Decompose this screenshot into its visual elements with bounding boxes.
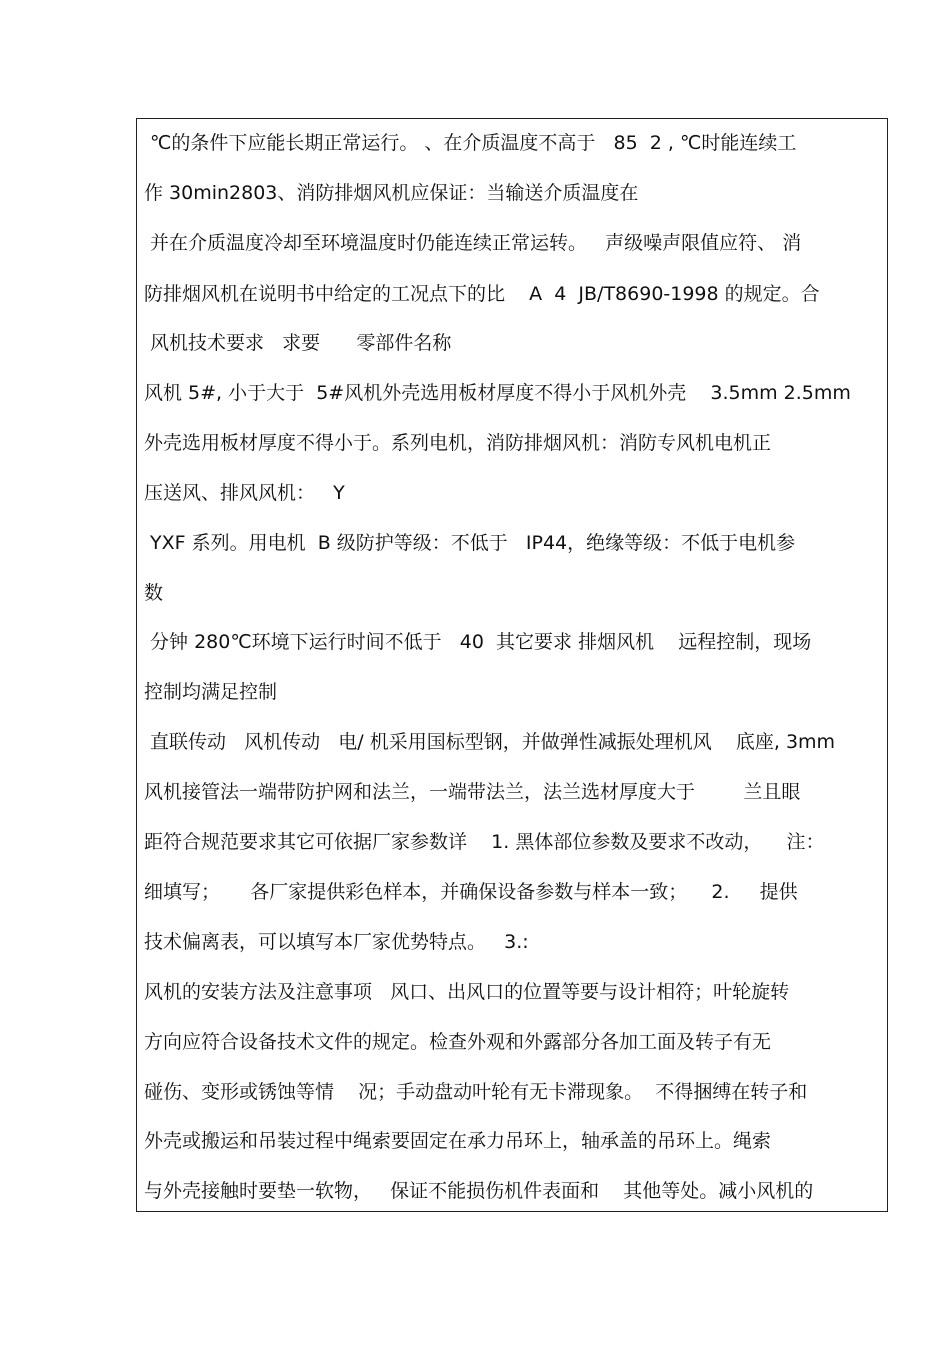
text-line: 并在介质温度冷却至环境温度时仍能连续正常运转。 声级噪声限值应符、 消 — [144, 232, 802, 254]
text-line: 细填写； 各厂家提供彩色样本，并确保设备参数与样本一致； 2. 提供 — [144, 881, 798, 903]
text-line: 控制均满足控制 — [144, 681, 278, 703]
text-line: 与外壳接触时要垫一软物， 保证不能损伤机件表面和 其他等处。减小风机的 — [144, 1180, 814, 1202]
text-line: 作 30min2803、消防排烟风机应保证：当输送介质温度在 — [144, 182, 639, 204]
text-line: 风机接管法一端带防护网和法兰，一端带法兰，法兰选材厚度大于 兰且眼 — [144, 781, 801, 803]
text-line: 风机的安装方法及注意事项 风口、出风口的位置等要与设计相符；叶轮旋转 — [144, 981, 790, 1003]
text-line: 距符合规范要求其它可依据厂家参数详 1. 黑体部位参数及要求不改动， 注： — [144, 831, 825, 853]
text-line: 外壳或搬运和吊装过程中绳索要固定在承力吊环上，轴承盖的吊环上。绳索 — [144, 1130, 772, 1152]
text-line: 数 — [144, 582, 164, 604]
text-line: YXF 系列。用电机 B 级防护等级：不低于 IP44，绝缘等级：不低于电机参 — [144, 532, 796, 554]
text-line: 技术偏离表，可以填写本厂家优势特点。 3.: — [144, 931, 529, 953]
text-line: 直联传动 风机传动 电/ 机采用国标型钢，并做弹性减振处理机风 底座, 3mm — [144, 731, 836, 753]
text-line: 外壳选用板材厚度不得小于。系列电机，消防排烟风机：消防专风机电机正 — [144, 432, 772, 454]
text-line: 碰伤、变形或锈蚀等情 况；手动盘动叶轮有无卡滞现象。 不得捆缚在转子和 — [144, 1081, 808, 1103]
text-line: 方向应符合设备技术文件的规定。检查外观和外露部分各加工面及转子有无 — [144, 1031, 772, 1053]
text-line: ℃的条件下应能长期正常运行。 、在介质温度不高于 85 2 , ℃时能连续工 — [144, 132, 797, 154]
text-line: 分钟 280℃环境下运行时间不低于 40 其它要求 排烟风机 远程控制，现场 — [144, 631, 812, 653]
text-line: 防排烟风机在说明书中给定的工况点下的比 A 4 JB/T8690-1998 的规定。合 — [144, 283, 820, 305]
text-line: 压送风、排风风机： Y — [144, 482, 345, 504]
text-line: 风机技术要求 求要 零部件名称 — [144, 332, 452, 354]
text-line: 风机 5#, 小于大于 5#风机外壳选用板材厚度不得小于风机外壳 3.5mm 2.5mm — [144, 382, 851, 404]
